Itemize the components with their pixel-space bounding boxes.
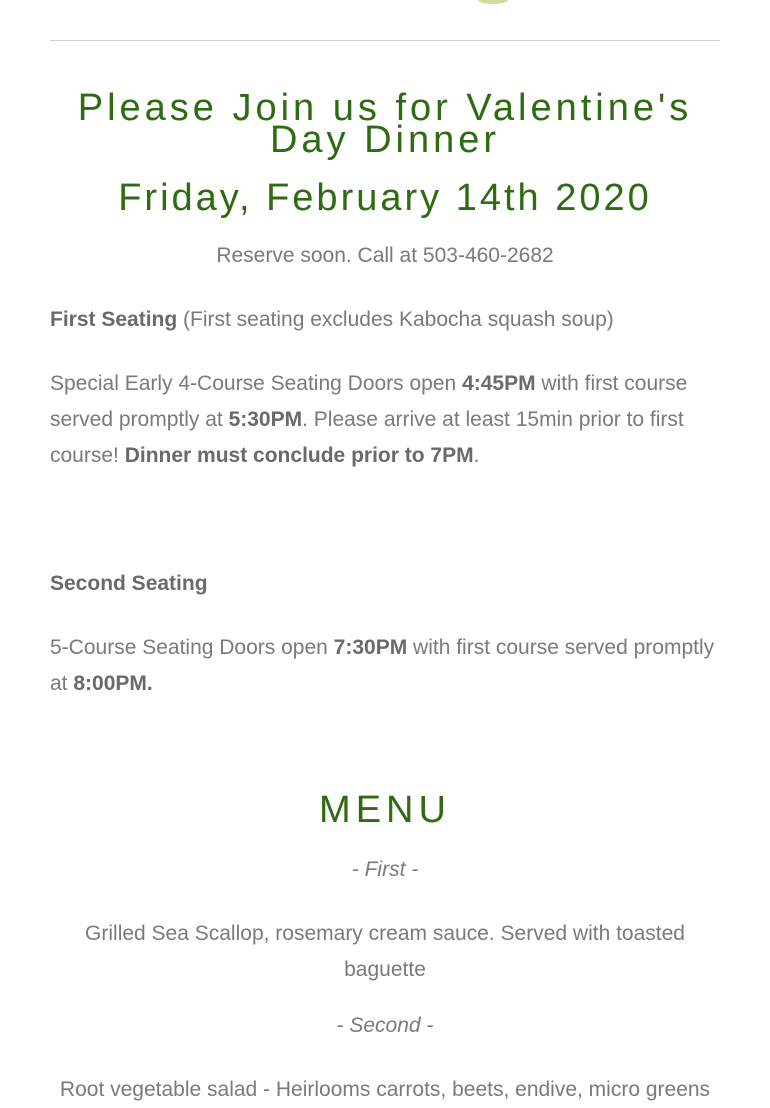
second-seating-doors-time: 7:30PM: [333, 636, 408, 659]
first-seating-conclude: Dinner must conclude prior to 7PM: [124, 444, 474, 467]
event-date: Friday, February 14th 2020: [118, 177, 652, 219]
course-label-first: - First -: [351, 858, 419, 881]
second-seating-heading: [50, 566, 720, 602]
course-description-second: Root vegetable salad - Heirlooms carrots, beets, endive, micro greens: [59, 1078, 711, 1101]
second-seating-title: Second Seating: [50, 572, 208, 595]
first-seating-text-3: . Please arrive at least 15min prior to first course!: [50, 408, 684, 467]
menu-heading: MENU: [319, 789, 451, 831]
second-seating-serve-time: 8:00PM.: [73, 672, 153, 695]
header-divider: [50, 40, 720, 41]
reserve-phone-text: Reserve soon. Call at 503-460-2682: [216, 244, 554, 267]
course-label-second: - Second -: [336, 1014, 434, 1037]
second-seating-section: [50, 566, 720, 702]
first-seating-serve-time: 5:30PM: [228, 408, 303, 431]
first-seating-details: [50, 366, 720, 474]
course-description-first: Grilled Sea Scallop, rosemary cream sauce. Served with toasted baguette: [85, 922, 685, 981]
header-logo-fragment: [478, 0, 508, 4]
second-seating-text-2: with first course served promptly at: [50, 636, 715, 695]
first-seating-doors-time: 4:45PM: [462, 372, 536, 395]
first-seating-text-2: with first course served promptly at: [50, 372, 688, 431]
first-seating-section: [50, 302, 720, 474]
menu-section: [50, 788, 720, 1108]
first-seating-title: First Seating: [50, 308, 178, 331]
first-seating-text-4: .: [473, 444, 480, 467]
second-seating-text-1: 5-Course Seating Doors open: [50, 636, 334, 659]
spacer: [50, 474, 720, 538]
first-seating-heading: [50, 302, 720, 338]
event-headline: Please Join us for Valentine's Day Dinner: [77, 87, 693, 161]
main-content: [50, 86, 720, 1108]
first-seating-note: (First seating excludes Kabocha squash soup): [177, 308, 614, 331]
first-seating-text-1: Special Early 4-Course Seating Doors open: [50, 372, 463, 395]
second-seating-details: [50, 630, 720, 702]
